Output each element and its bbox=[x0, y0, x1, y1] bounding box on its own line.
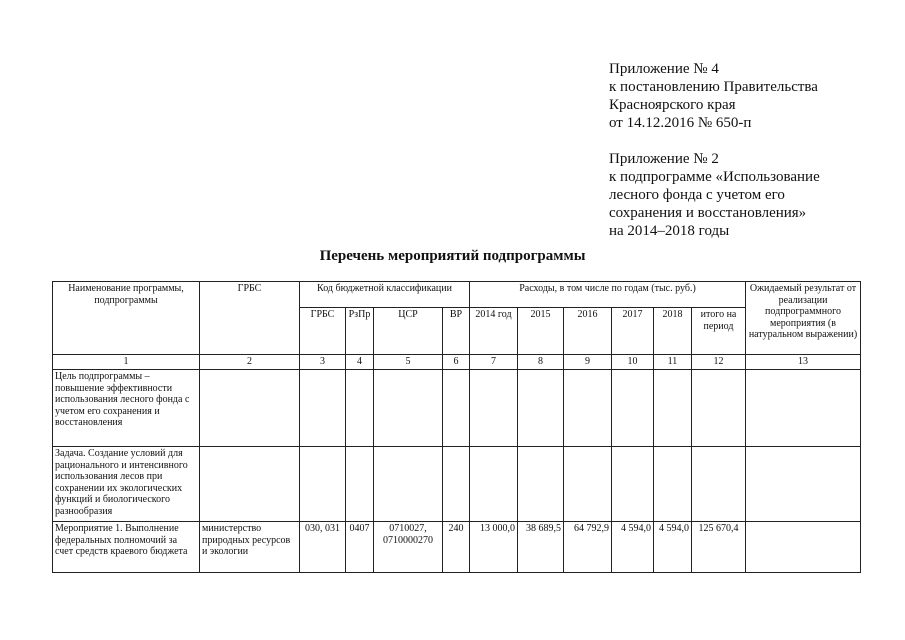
empty-cell bbox=[746, 447, 861, 522]
measure-1-vr: 240 bbox=[443, 522, 470, 573]
measure-1-result bbox=[746, 522, 861, 573]
column-number: 12 bbox=[692, 355, 746, 370]
header-budget-code: Код бюджетной классификации bbox=[300, 282, 470, 308]
measures-table bbox=[52, 281, 861, 573]
empty-cell bbox=[374, 447, 443, 522]
appendix-2-line: лесного фонда с учетом его bbox=[609, 187, 785, 203]
subheader-total: итого на период bbox=[692, 308, 746, 355]
column-number: 7 bbox=[470, 355, 518, 370]
goal-cell: Цель подпрограммы – повышение эффективности использования лесного фонда с учетом его сохранения и восстановления bbox=[53, 370, 200, 447]
column-number: 10 bbox=[612, 355, 654, 370]
column-number: 13 bbox=[746, 355, 861, 370]
column-number: 9 bbox=[564, 355, 612, 370]
empty-cell bbox=[654, 447, 692, 522]
header-result: Ожидаемый результат от реализации подпрограммного мероприятия (в натуральном выражении) bbox=[746, 282, 861, 355]
column-number: 4 bbox=[346, 355, 374, 370]
header-expenses: Расходы, в том числе по годам (тыс. руб.) bbox=[470, 282, 746, 308]
column-number: 3 bbox=[300, 355, 346, 370]
empty-cell bbox=[374, 370, 443, 447]
subheader-rzpr: РзПр bbox=[346, 308, 374, 355]
subheader-vr: ВР bbox=[443, 308, 470, 355]
subheader-2014: 2014 год bbox=[470, 308, 518, 355]
empty-cell bbox=[612, 370, 654, 447]
subheader-2018: 2018 bbox=[654, 308, 692, 355]
subheader-grbs: ГРБС bbox=[300, 308, 346, 355]
empty-cell bbox=[518, 447, 564, 522]
empty-cell bbox=[443, 447, 470, 522]
appendix-2-line: сохранения и восстановления» bbox=[609, 205, 807, 221]
appendix-4-line: Приложение № 4 bbox=[609, 61, 719, 77]
measure-1-grbs: министерство природных ресурсов и экологии bbox=[200, 522, 300, 573]
header-name: Наименование программы, подпрограммы bbox=[53, 282, 200, 355]
column-number: 1 bbox=[53, 355, 200, 370]
empty-cell bbox=[746, 370, 861, 447]
subheader-2017: 2017 bbox=[612, 308, 654, 355]
header-grbs: ГРБС bbox=[200, 282, 300, 355]
measure-1-2018: 4 594,0 bbox=[654, 522, 692, 573]
appendix-2-line: Приложение № 2 bbox=[609, 151, 719, 167]
table-row-task bbox=[53, 447, 861, 522]
appendix-2-header bbox=[609, 150, 889, 240]
measure-1-name: Мероприятие 1. Выполнение федеральных полномочий за счет средств краевого бюджета bbox=[53, 522, 200, 573]
appendix-4-line: от 14.12.2016 № 650-п bbox=[609, 115, 752, 131]
column-number: 8 bbox=[518, 355, 564, 370]
appendix-2-line: на 2014–2018 годы bbox=[609, 223, 730, 239]
empty-cell bbox=[692, 447, 746, 522]
empty-cell bbox=[470, 447, 518, 522]
measure-1-grbs-code: 030, 031 bbox=[300, 522, 346, 573]
appendix-4-line: Красноярского края bbox=[609, 97, 736, 113]
table-row-measure-1 bbox=[53, 522, 861, 573]
empty-cell bbox=[346, 447, 374, 522]
measure-1-total: 125 670,4 bbox=[692, 522, 746, 573]
empty-cell bbox=[470, 370, 518, 447]
document-title: Перечень мероприятий подпрограммы bbox=[319, 248, 586, 264]
appendix-2-line: к подпрограмме «Использование bbox=[609, 169, 820, 185]
column-number: 5 bbox=[374, 355, 443, 370]
column-number-row bbox=[53, 355, 861, 370]
empty-cell bbox=[200, 370, 300, 447]
table-row-goal bbox=[53, 370, 861, 447]
appendix-4-header bbox=[609, 60, 889, 132]
empty-cell bbox=[564, 447, 612, 522]
subheader-csr: ЦСР bbox=[374, 308, 443, 355]
empty-cell bbox=[564, 370, 612, 447]
measure-1-2014: 13 000,0 bbox=[470, 522, 518, 573]
column-number: 11 bbox=[654, 355, 692, 370]
empty-cell bbox=[300, 370, 346, 447]
empty-cell bbox=[518, 370, 564, 447]
measure-1-2017: 4 594,0 bbox=[612, 522, 654, 573]
empty-cell bbox=[692, 370, 746, 447]
empty-cell bbox=[443, 370, 470, 447]
measure-1-2016: 64 792,9 bbox=[564, 522, 612, 573]
empty-cell bbox=[200, 447, 300, 522]
table-header-row bbox=[53, 282, 861, 308]
column-number: 2 bbox=[200, 355, 300, 370]
appendix-4-line: к постановлению Правительства bbox=[609, 79, 818, 95]
empty-cell bbox=[654, 370, 692, 447]
column-number: 6 bbox=[443, 355, 470, 370]
subheader-2016: 2016 bbox=[564, 308, 612, 355]
measure-1-2015: 38 689,5 bbox=[518, 522, 564, 573]
measure-1-rzpr: 0407 bbox=[346, 522, 374, 573]
subheader-2015: 2015 bbox=[518, 308, 564, 355]
task-cell: Задача. Создание условий для рационального и интенсивного использования лесов при сохранении их экологических функций и биологического разнообразия bbox=[53, 447, 200, 522]
measure-1-csr: 0710027, 0710000270 bbox=[374, 522, 443, 573]
empty-cell bbox=[346, 370, 374, 447]
empty-cell bbox=[612, 447, 654, 522]
empty-cell bbox=[300, 447, 346, 522]
